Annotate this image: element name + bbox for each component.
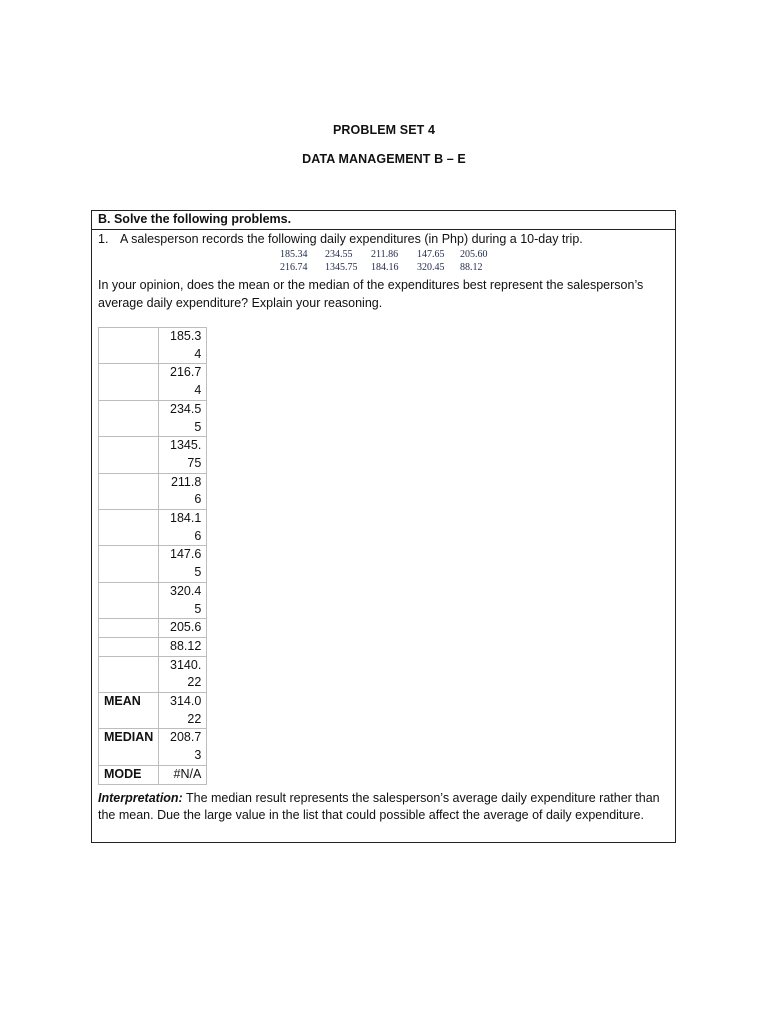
row-value: 185.34 [159, 328, 207, 364]
expenditure-data [280, 248, 500, 274]
data-value: 184.16 [371, 262, 399, 273]
row-label [99, 400, 159, 436]
row-label [99, 546, 159, 582]
table-row [99, 473, 207, 509]
median-label: MEDIAN [99, 729, 159, 765]
row-label [99, 582, 159, 618]
row-value: 205.6 [159, 619, 207, 638]
section-label: B. Solve the following problems. [92, 211, 675, 230]
data-value: 320.45 [417, 262, 445, 273]
data-value: 88.12 [460, 262, 483, 273]
table-row [99, 765, 207, 784]
row-label [99, 637, 159, 656]
table-row [99, 656, 207, 692]
data-value: 185.34 [280, 249, 308, 260]
mode-value: #N/A [159, 765, 207, 784]
table-row [99, 510, 207, 546]
question [98, 231, 583, 247]
data-row [280, 248, 500, 261]
page-title: PROBLEM SET 4 [332, 123, 435, 137]
mean-value: 314.022 [159, 693, 207, 729]
row-value: 216.74 [159, 364, 207, 400]
row-value: 88.12 [159, 637, 207, 656]
row-label [99, 328, 159, 364]
row-value: 211.86 [159, 473, 207, 509]
table-row [99, 328, 207, 364]
mode-label: MODE [99, 765, 159, 784]
table-row [99, 637, 207, 656]
row-value: 184.16 [159, 510, 207, 546]
table-row [99, 546, 207, 582]
row-label [99, 364, 159, 400]
table-row [99, 693, 207, 729]
data-value: 205.60 [460, 249, 488, 260]
calculation-table [98, 327, 207, 785]
question-prompt: In your opinion, does the mean or the median of the expenditures best represent the salesperson’s average daily expenditure? Explain your reasoning. [98, 278, 644, 310]
table-row [99, 400, 207, 436]
table-row [99, 729, 207, 765]
row-value: 1345.75 [159, 437, 207, 473]
table-row [99, 364, 207, 400]
data-value: 211.86 [371, 249, 399, 260]
data-row [280, 261, 500, 274]
interpretation-lead: Interpretation: [98, 791, 183, 805]
table-row [99, 582, 207, 618]
row-label [99, 510, 159, 546]
median-value: 208.73 [159, 729, 207, 765]
interpretation [98, 790, 673, 824]
row-label [99, 473, 159, 509]
row-label [99, 437, 159, 473]
data-value: 234.55 [325, 249, 353, 260]
interpretation-text: The median result represents the salesperson’s average daily expenditure rather than the mean. Due the large value in the list that could possible affect the average of daily expenditure. [98, 791, 660, 822]
table-row [99, 437, 207, 473]
row-label [99, 656, 159, 692]
row-label [99, 619, 159, 638]
problem-box [91, 210, 676, 843]
mean-label: MEAN [99, 693, 159, 729]
sum-value: 3140.22 [159, 656, 207, 692]
row-value: 234.55 [159, 400, 207, 436]
question-text: A salesperson records the following daily expenditures (in Php) during a 10-day trip. [120, 232, 583, 246]
data-value: 147.65 [417, 249, 445, 260]
row-value: 147.65 [159, 546, 207, 582]
data-value: 1345.75 [325, 262, 358, 273]
table-row [99, 619, 207, 638]
page-subtitle: DATA MANAGEMENT B – E [302, 152, 466, 166]
question-number: 1. [98, 232, 109, 246]
row-value: 320.45 [159, 582, 207, 618]
data-value: 216.74 [280, 262, 308, 273]
